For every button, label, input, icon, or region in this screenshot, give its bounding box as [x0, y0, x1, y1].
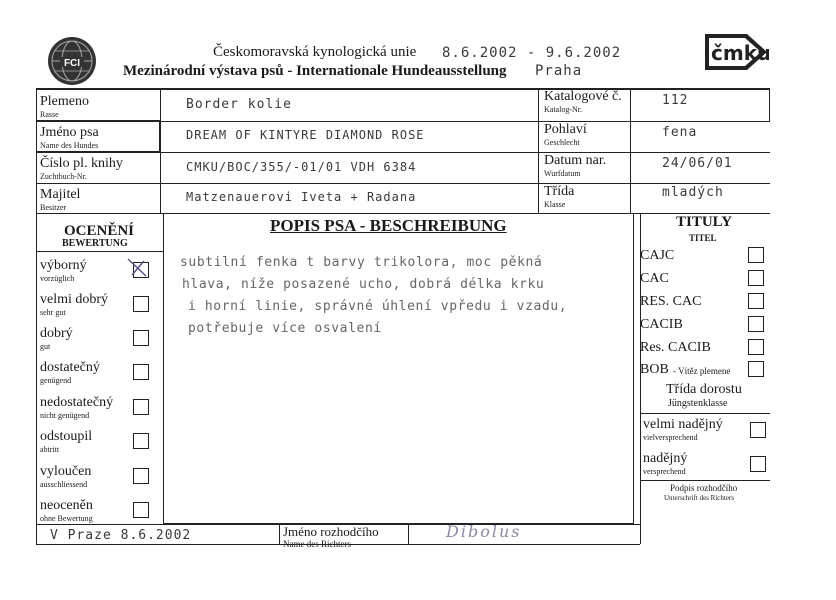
description-line: subtilní fenka t barvy trikolora, moc pěkná [180, 255, 543, 270]
title-label: CAC [640, 271, 669, 286]
rating-checkbox[interactable] [133, 262, 149, 278]
title-label: RES. CAC [640, 294, 702, 309]
event-name: Mezinárodní výstava psů - Internationale Hundeausstellung [123, 63, 507, 79]
rating-sublabel: ohne Bewertung [40, 514, 93, 523]
class-value: mladých [662, 185, 724, 200]
judge-label: Jméno rozhodčího [283, 524, 379, 539]
title-label: Res. CACIB [640, 340, 711, 355]
rating-label: vyloučen [40, 464, 92, 479]
rating-checkbox[interactable] [133, 502, 149, 518]
sex-sublabel: Geschlecht [544, 138, 580, 147]
junior-checkbox[interactable] [750, 422, 766, 438]
dog-name-sublabel: Name des Hundes [40, 141, 99, 150]
dob-value: 24/06/01 [662, 156, 733, 171]
titles-subtitle: TITEL [689, 233, 717, 243]
rating-label: výborný [40, 258, 87, 273]
rating-sublabel: nicht genügend [40, 411, 90, 420]
title-checkbox[interactable] [748, 361, 764, 377]
title-checkbox[interactable] [748, 293, 764, 309]
junior-class-subtitle: Jüngstenklasse [668, 398, 728, 409]
judge-sublabel: Name des Richters [283, 539, 351, 549]
dog-name-label: Jméno psa [40, 125, 99, 140]
junior-checkbox[interactable] [750, 456, 766, 472]
rating-title: OCENĚNÍ [64, 223, 135, 239]
class-sublabel: Klasse [544, 200, 566, 209]
titles-title: TITULY [676, 214, 733, 230]
description-line: hlava, níže posazené ucho, dobrá délka krku [182, 277, 545, 292]
junior-sublabel: vielversprechend [643, 433, 698, 442]
rating-label: velmi dobrý [40, 292, 109, 307]
rating-checkbox[interactable] [133, 399, 149, 415]
breed-label: Plemeno [40, 94, 89, 109]
junior-sublabel: versprechend [643, 467, 686, 476]
place-date: V Praze 8.6.2002 [50, 528, 192, 543]
rating-checkbox[interactable] [133, 433, 149, 449]
dob-sublabel: Wurfdatum [544, 169, 581, 178]
rating-sublabel: sehr gut [40, 308, 66, 317]
org-name: Českomoravská kynologická unie [213, 44, 417, 60]
rating-checkbox[interactable] [133, 468, 149, 484]
event-place: Praha [535, 63, 583, 79]
rating-checkbox[interactable] [133, 330, 149, 346]
owner-value: Matzenauerovi Iveta + Radana [186, 190, 417, 204]
stud-book-label: Číslo pl. knihy [40, 156, 123, 171]
fci-globe-icon [47, 36, 97, 86]
rating-sublabel: genügend [40, 376, 72, 385]
rating-sublabel: vorzüglich [40, 274, 75, 283]
rating-sublabel: abtritt [40, 445, 60, 454]
title-checkbox[interactable] [748, 247, 764, 263]
rating-label: dobrý [40, 326, 73, 341]
rating-sublabel: ausschliessend [40, 480, 88, 489]
rating-checkbox[interactable] [133, 364, 149, 380]
title-checkbox[interactable] [748, 316, 764, 332]
sex-value: fena [662, 125, 698, 140]
description-title: POPIS PSA - BESCHREIBUNG [270, 216, 507, 235]
rating-subtitle: BEWERTUNG [62, 238, 128, 249]
title-checkbox[interactable] [748, 270, 764, 286]
breed-value: Border kolie [186, 97, 292, 112]
junior-label: nadějný [643, 451, 688, 466]
title-note: - Vítěz plemene [673, 366, 731, 376]
signature-sublabel: Unterschrift des Richters [664, 494, 734, 502]
rating-sublabel: gut [40, 342, 51, 351]
stud-book-value: CMKU/BOC/355/-01/01 VDH 6384 [186, 160, 417, 174]
title-checkbox[interactable] [748, 339, 764, 355]
rating-label: nedostatečný [40, 395, 114, 410]
title-label: BOB [640, 362, 669, 377]
catalog-sublabel: Katalog-Nr. [544, 105, 582, 114]
junior-label: velmi nadějný [643, 417, 723, 432]
owner-label: Majitel [40, 187, 81, 202]
dob-label: Datum nar. [544, 153, 607, 168]
cmku-logo [703, 30, 769, 72]
cmku-logo-icon [703, 30, 769, 72]
rating-label: odstoupil [40, 429, 93, 444]
svg-text:čmku: čmku [711, 41, 769, 65]
description-line: i horní linie, správné úhlení vpředu i vzadu, [188, 299, 568, 314]
title-label: CAJC [640, 248, 675, 263]
judge-signature: Dibolus [446, 522, 522, 541]
sex-label: Pohlaví [544, 122, 587, 137]
catalog-value: 112 [662, 93, 689, 108]
title-label: CACIB [640, 317, 683, 332]
rating-label: neoceněn [40, 498, 93, 513]
dog-name-value: DREAM OF KINTYRE DIAMOND ROSE [186, 128, 425, 142]
catalog-label: Katalogové č. [544, 89, 622, 104]
svg-text:FCI: FCI [63, 58, 81, 69]
rating-checkbox[interactable] [133, 296, 149, 312]
breed-sublabel: Rasse [40, 110, 59, 119]
signature-label: Podpis rozhodčího [670, 483, 738, 493]
description-line: potřebuje více osvalení [188, 321, 382, 336]
check-x-icon [126, 257, 148, 279]
fci-logo [47, 36, 97, 86]
junior-class-title: Třída dorostu [666, 382, 742, 397]
rating-label: dostatečný [40, 360, 100, 375]
owner-sublabel: Besitzer [40, 203, 67, 212]
class-label: Třída [544, 184, 575, 199]
stud-book-sublabel: Zuchtbuch-Nr. [40, 172, 87, 181]
event-dates: 8.6.2002 - 9.6.2002 [442, 45, 622, 61]
